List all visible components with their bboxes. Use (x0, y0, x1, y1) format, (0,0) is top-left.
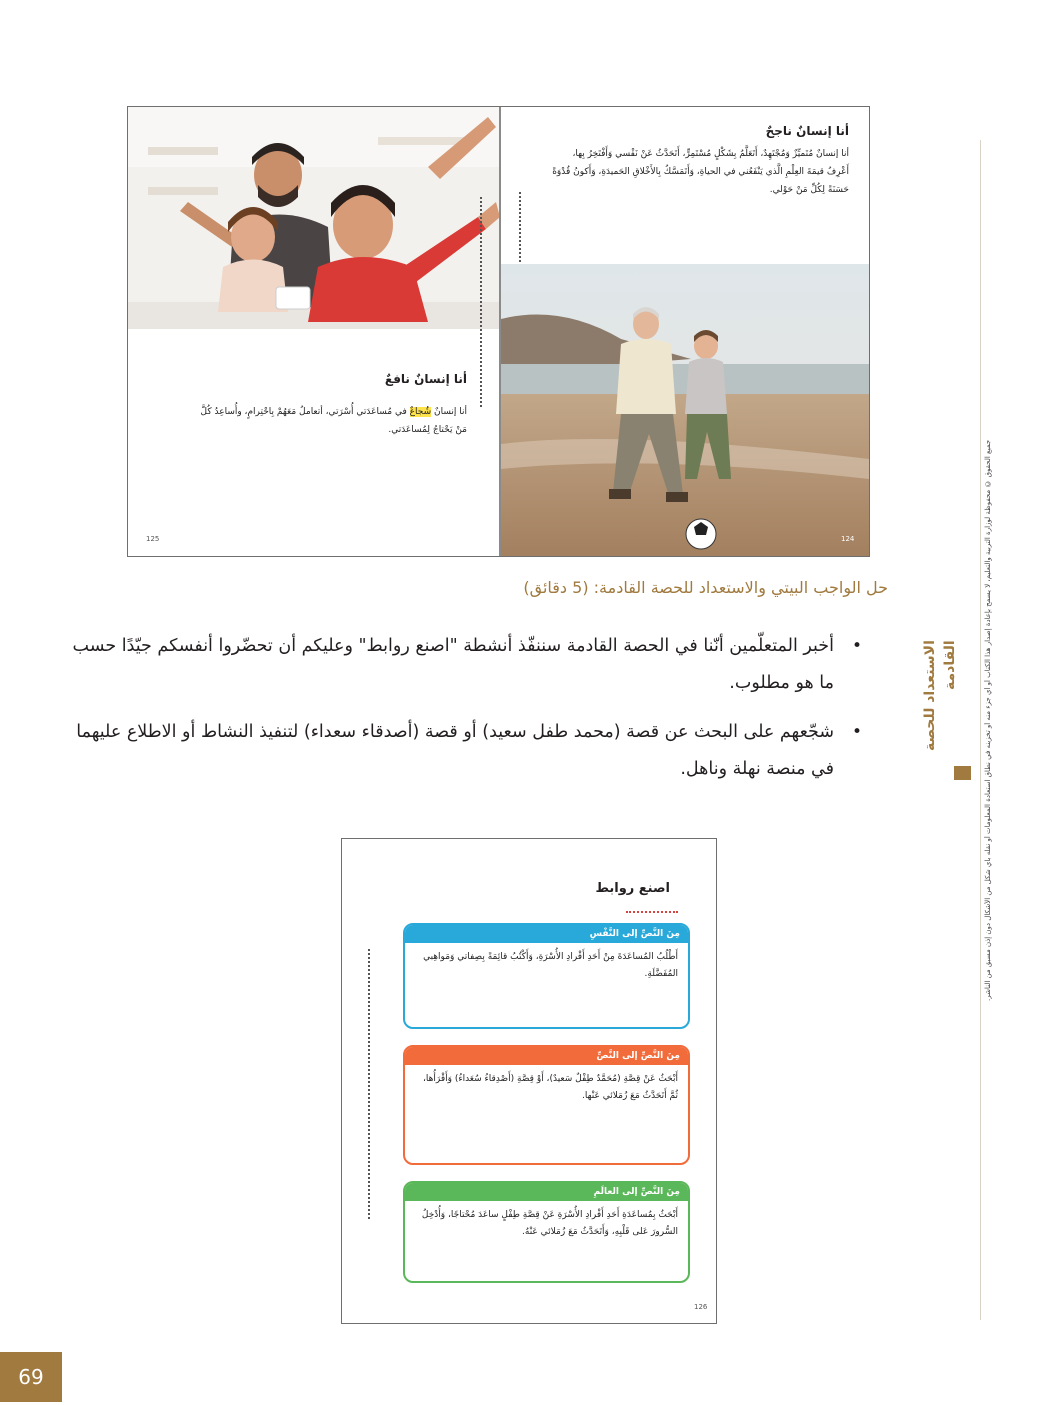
book-spread-image (127, 106, 870, 557)
family-photo (128, 107, 499, 329)
section-heading: حل الواجب البيتي والاستعداد للحصة القادمة: (5 دقائق) (523, 578, 888, 597)
highlighted-word: شُجاعٌ (409, 407, 432, 417)
bullet-dot: • (851, 722, 862, 742)
activity-page-image (341, 838, 717, 1324)
card-body: أَبْحَثُ عَنْ قِصَّةِ (مُحَمَّدٌ طِفْلٌ سَعيدٌ)، أَوْ قِصَّةِ (أَصْدِقاءُ سُعَداءُ) وَأَقْرَأُها، ثُمَّ أَتَحَدَّثُ مَعَ زُمَلائي عَنْها. (422, 1074, 678, 1101)
card-header: مِنَ النَّصِّ إلى النَّفْسِ (405, 925, 688, 943)
activity-page-number: 126 (694, 1303, 708, 1311)
right-story-title: أنا إنسانٌ ناجحٌ (765, 124, 849, 138)
left-page-number: 125 (146, 535, 160, 543)
copyright-notice: جميع الحقوق © محفوظة لوزارة التربية والتعليم، لا يسمح بإعادة إصدار هذا الكتاب أو أي جزء منه أو تخزينه في نطاق استعادة المعلومات أو نقله بأي شكل من الأشكال دون إذن مسبق من الناشر. (984, 439, 992, 1001)
activity-title: اصنع روابط (595, 881, 670, 896)
card-text-to-world (403, 1181, 690, 1283)
left-story-title: أنا إنسانٌ نافعٌ (384, 372, 467, 386)
left-story-text (197, 403, 467, 439)
instruction-item (64, 628, 864, 702)
instruction-text: شجّعهم على البحث عن قصة (محمد طفل سعيد) أو قصة (أصدقاء سعداء) لتنفيذ النشاط أو الاطلاع عليهما في منصة نهلة وناهل. (76, 722, 834, 779)
left-page-margin-rule (480, 197, 482, 407)
side-section-title: الاستعداد للحصة القادمة (922, 640, 958, 751)
card-body: أَطْلُبُ المُساعَدَةَ مِنْ أَحَدِ أَفْرادِ الأُسْرَةِ، وَأَكْتُبُ قائِمَةً بِصِفاتي وَمَواهِبي المُفَضَّلَةِ. (423, 952, 678, 979)
card-header: مِنَ النَّصِّ إلى العالَمِ (405, 1183, 688, 1201)
activity-title-underline (626, 911, 678, 913)
beach-photo (501, 264, 869, 556)
book-page-right (501, 107, 869, 556)
activity-margin-rule (368, 949, 370, 1219)
card-header: مِنَ النَّصِّ إلى النَّصِّ (405, 1047, 688, 1065)
card-text-to-text (403, 1045, 690, 1165)
left-story-text-start: أنا إنسانٌ (434, 407, 467, 417)
instruction-text: أخبر المتعلّمين أنّنا في الحصة القادمة سننفّذ أنشطة "اصنع روابط" وعليكم أن تحضّروا أنفسكم جيّدًا حسب ما هو مطلوب. (72, 636, 834, 693)
bullet-dot: • (851, 636, 862, 656)
card-body: أَبْحَثُ بِمُساعَدَةِ أَحَدِ أَفْرادِ الأُسْرَةِ عَنْ قِصَّةِ طِفْلٍ ساعَدَ مُحْتاجًا، وَأُدْخِلُ السُّرورَ عَلى قَلْبِهِ، وَأَتَحَدَّثُ مَعَ زُمَلائي عَنْهُ. (421, 1210, 678, 1237)
side-accent-bar (954, 766, 971, 780)
right-page-number: 124 (841, 535, 855, 543)
left-story-text-end: في مُساعَدَتي أُسْرَتي، أتعاملُ مَعَهُمْ بِاحْتِرامٍ، وأُساعِدُ كُلَّ مَنْ يَحْتاجُ لِمُساعَدَتي. (200, 407, 467, 435)
card-text-to-self (403, 923, 690, 1029)
page-number: 69 (0, 1352, 62, 1402)
right-story-text: أنا إنسانٌ مُتَميِّزٌ وَمُجْتَهِدٌ، أَتَعَلَّمُ بِشَكْلٍ مُسْتَمِرٍّ، أَتَحَدَّثُ عَنْ نَفْسي وَأَفْتَخِرُ بِها، أَعْرِفُ قيمَةَ العِلْمِ الَّذي يَنْفَعُني في الحياةِ، وَأَتَمَسَّكُ بِالأَخْلاقِ الحَميدَةِ، وَأَكونُ قُدْوَةً حَسَنَةً لِكُلِّ مَنْ حَوْلي. (552, 149, 849, 195)
book-page-left (128, 107, 499, 556)
side-rule (980, 140, 981, 1320)
instruction-list (64, 628, 864, 800)
instruction-item (64, 714, 864, 788)
